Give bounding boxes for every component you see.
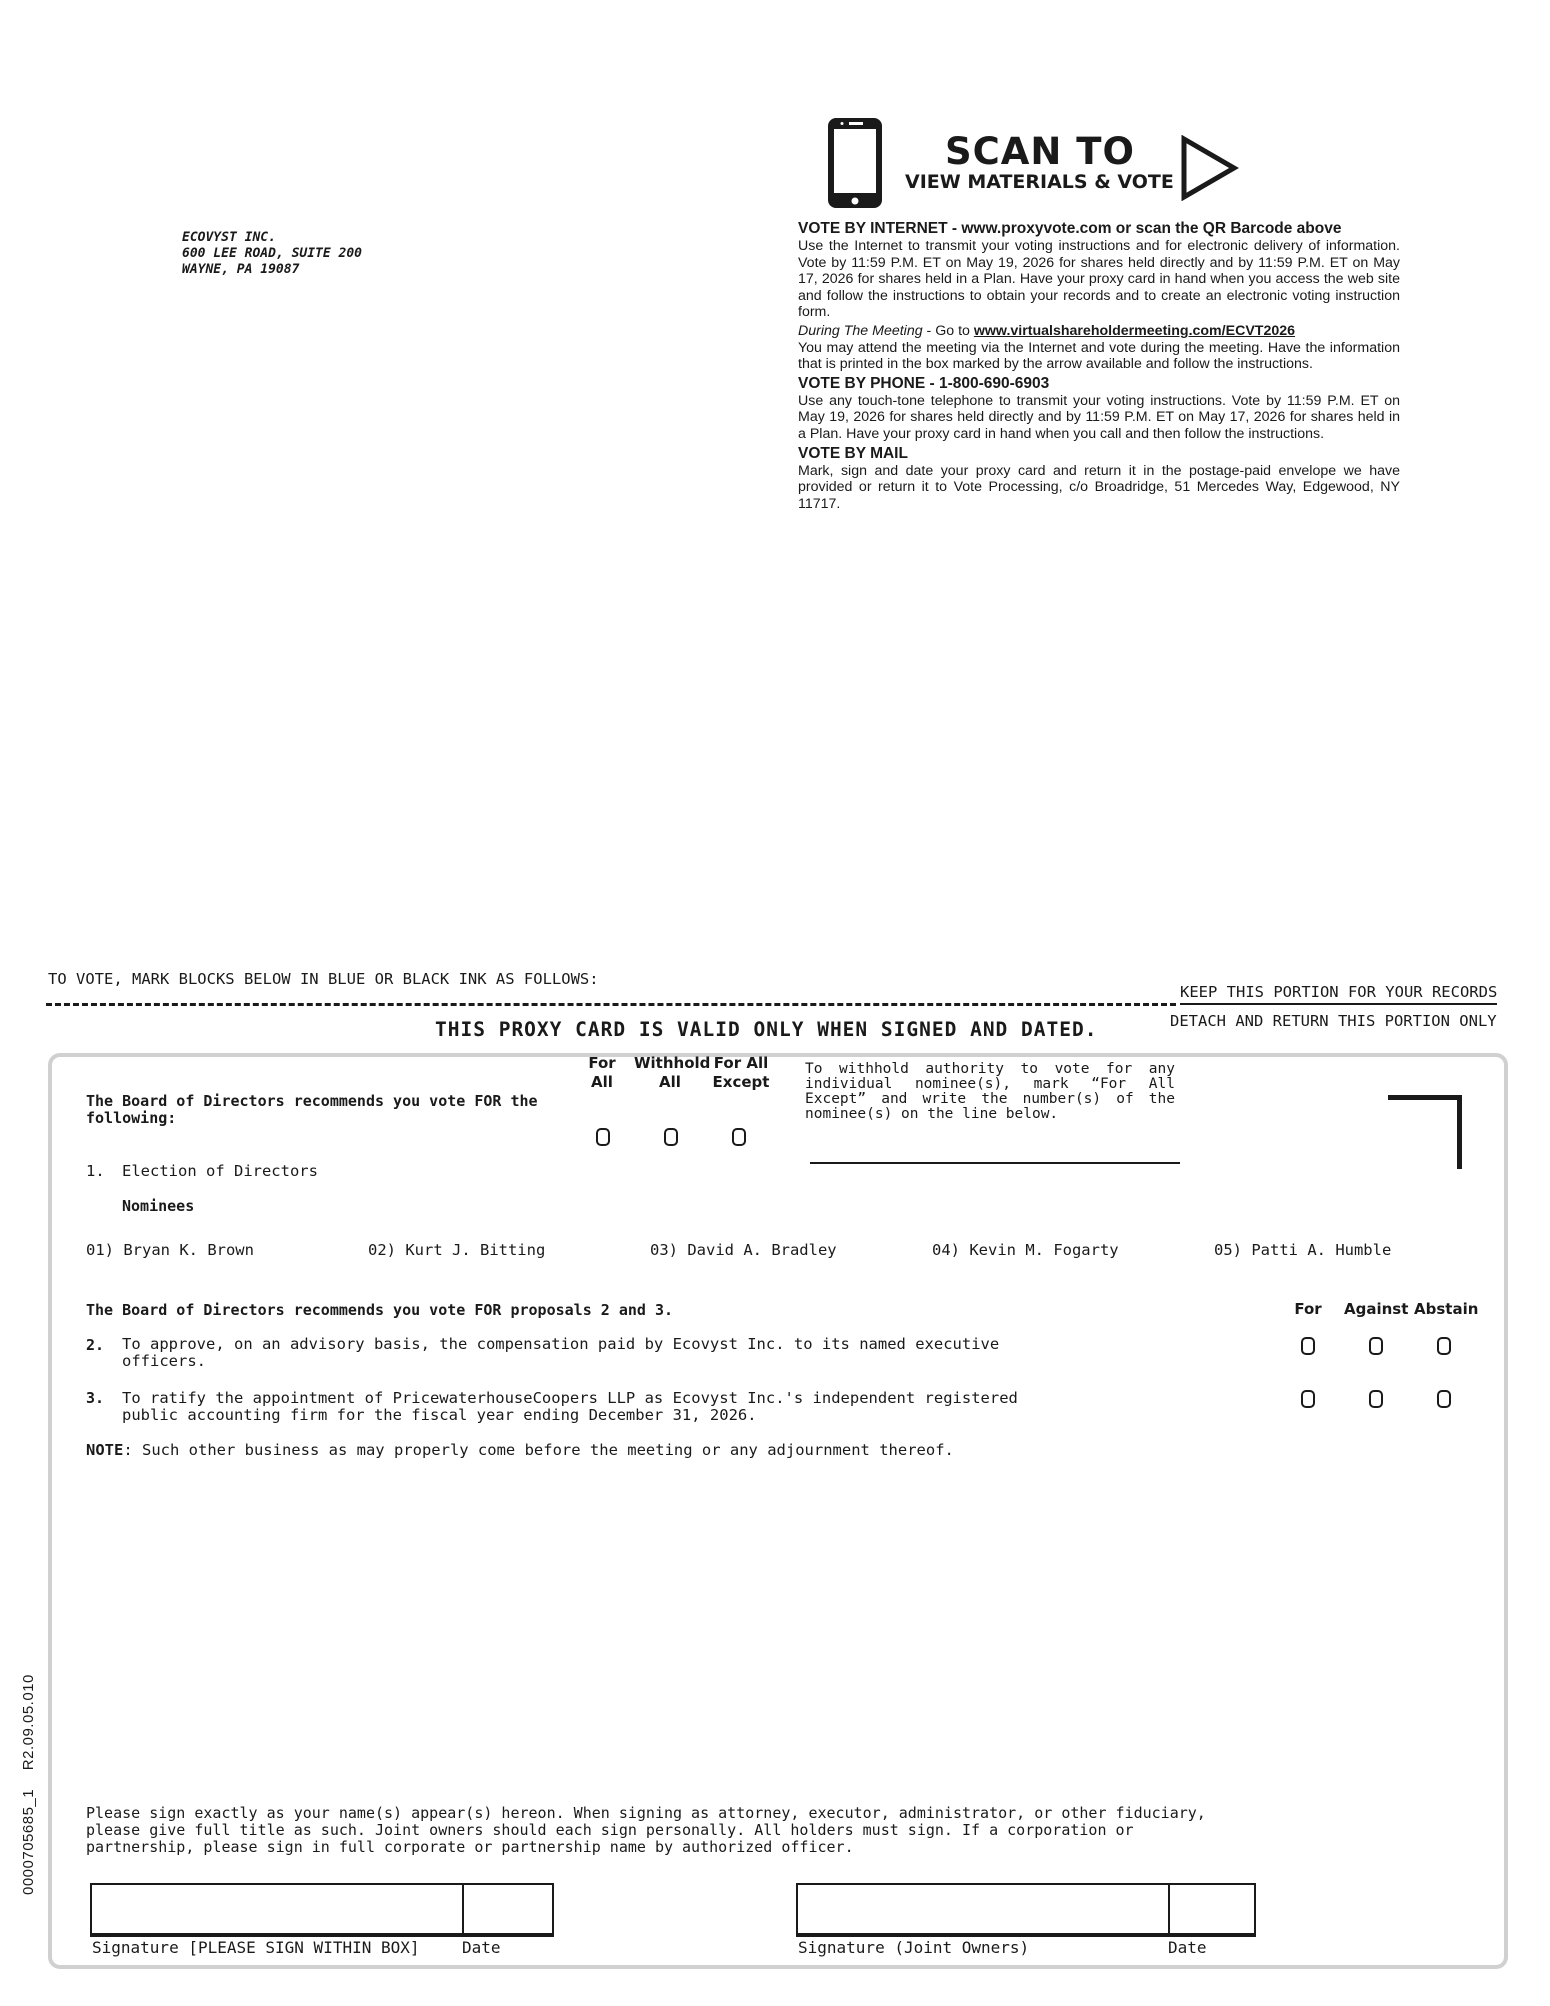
for-all-except-checkbox[interactable]: [732, 1128, 746, 1146]
meeting-body: You may attend the meeting via the Internet and vote during the meeting. Have the information that is printed in the box marked by the arrow available and follow the instructions.: [798, 339, 1400, 373]
form-reference-code: 0000705685_1 R2.09.05.010: [20, 1674, 37, 1895]
phone-vote-heading: VOTE BY PHONE - 1-800-690-6903: [798, 374, 1050, 392]
proposal-2-for-checkbox[interactable]: [1301, 1337, 1315, 1355]
proposal-2-abstain-checkbox[interactable]: [1437, 1337, 1451, 1355]
nominee-item: 01) Bryan K. Brown: [86, 1241, 254, 1259]
virtual-meeting-link[interactable]: www.virtualshareholdermeeting.com/ECVT2026: [973, 322, 1296, 339]
mobile-phone-icon: [825, 115, 885, 211]
for-all-checkbox[interactable]: [596, 1128, 610, 1146]
item-3-text: To ratify the appointment of PricewaterhouseCoopers LLP as Ecovyst Inc.'s independent registered public accounting firm for the fiscal year ending December 31, 2026.: [122, 1389, 1018, 1424]
date-label-1: Date: [462, 1938, 501, 1957]
ink-instructions: TO VOTE, MARK BLOCKS BELOW IN BLUE OR BLACK INK AS FOLLOWS:: [48, 970, 599, 988]
col-against: Against: [1344, 1300, 1409, 1318]
phone-vote-body: Use any touch-tone telephone to transmit your voting instructions. Vote by 11:59 P.M. ET on May 19, 2026 for shares held directly and by 11:59 P.M. ET on May 17, 2026 for shares held in a Plan. Have your proxy card in hand when you call and then follow the instructions.: [798, 392, 1400, 442]
mailing-address: [182, 230, 362, 278]
nominee-item: 02) Kurt J. Bitting: [368, 1241, 546, 1259]
address-line: 600 LEE ROAD, SUITE 200: [182, 246, 363, 261]
arrow-right-icon: [1180, 135, 1240, 201]
note-text: : Such other business as may properly come before the meeting or any adjournment thereof.: [123, 1441, 954, 1459]
note-line: [86, 1442, 954, 1459]
board-recommendation-2: The Board of Directors recommends you vote FOR proposals 2 and 3.: [86, 1301, 673, 1319]
nominee-item: 05) Patti A. Humble: [1214, 1241, 1392, 1259]
meeting-label: During The Meeting: [798, 322, 923, 339]
meeting-line: [798, 323, 1400, 340]
scan-subtitle: VIEW MATERIALS & VOTE: [905, 171, 1174, 193]
signature-date-divider: [1168, 1885, 1170, 1933]
proposal-3-abstain-checkbox[interactable]: [1437, 1390, 1451, 1408]
nominee-item: 03) David A. Bradley: [650, 1241, 837, 1259]
item-2-text: To approve, on an advisory basis, the compensation paid by Ecovyst Inc. to its named executive officers.: [122, 1335, 1000, 1370]
proposal-3-for-checkbox[interactable]: [1301, 1390, 1315, 1408]
nominee-item: 04) Kevin M. Fogarty: [932, 1241, 1119, 1259]
proposal-3-against-checkbox[interactable]: [1369, 1390, 1383, 1408]
item-3-number: 3.: [86, 1389, 105, 1407]
item-1-text: Election of Directors: [122, 1162, 318, 1180]
nominees-label: Nominees: [122, 1197, 195, 1215]
voting-instructions: [798, 220, 1400, 514]
detach-dashed-line: [46, 1003, 1176, 1006]
col-for: For: [1294, 1300, 1322, 1318]
col-for-all: For All: [588, 1054, 616, 1091]
signature-box-2[interactable]: [796, 1883, 1256, 1937]
internet-vote-heading: VOTE BY INTERNET - www.proxyvote.com or scan the QR Barcode above: [798, 220, 1342, 237]
col-withhold-all: Withhold All: [634, 1054, 711, 1091]
date-label-2: Date: [1168, 1938, 1207, 1957]
address-line: WAYNE, PA 19087: [182, 262, 300, 277]
internet-vote-body: Use the Internet to transmit your voting instructions and for electronic delivery of information. Vote by 11:59 P.M. ET on May 19, 2026 for shares held directly and by 11:59 P.M. ET on May 17, 2026 for shares held in a Plan. Have your proxy card in hand when you access the web site and follow the instructions to obtain your records and to create an electronic voting instruction form.: [798, 238, 1400, 321]
proxy-valid-notice: THIS PROXY CARD IS VALID ONLY WHEN SIGNED AND DATED.: [435, 1018, 1098, 1041]
col-for-all-except: For All Except: [712, 1054, 770, 1091]
address-line: ECOVYST INC.: [182, 230, 276, 245]
item-2-number: 2.: [86, 1336, 105, 1354]
withhold-authority-note: To withhold authority to vote for any individual nominee(s), mark “For All Except” and write the number(s) of the nominee(s) on the line below.: [805, 1061, 1175, 1122]
keep-portion-label: KEEP THIS PORTION FOR YOUR RECORDS: [1180, 983, 1497, 1005]
mail-vote-body: Mark, sign and date your proxy card and return it in the postage-paid envelope we have provided or return it to Vote Processing, c/o Broadridge, 51 Mercedes Way, Edgewood, NY 11717.: [798, 462, 1400, 512]
signature-label-1: Signature [PLEASE SIGN WITHIN BOX]: [92, 1938, 420, 1957]
mail-vote-heading: VOTE BY MAIL: [798, 444, 908, 462]
signature-instructions: Please sign exactly as your name(s) appear(s) hereon. When signing as attorney, executor, administrator, or other fiduciary, please give full title as such. Joint owners should each sign personally. All holders must sign. If a corporation or partnership, please sign in full corporate or partnership name by authorized officer.: [86, 1804, 1206, 1856]
signature-label-2: Signature (Joint Owners): [798, 1938, 1030, 1957]
nominee-number-line[interactable]: [810, 1162, 1180, 1164]
item-1-number: 1.: [86, 1162, 105, 1180]
signature-date-divider: [462, 1885, 464, 1933]
signature-box-1[interactable]: [90, 1883, 554, 1937]
board-recommendation-1: The Board of Directors recommends you vote FOR the following:: [86, 1092, 538, 1127]
note-label: NOTE: [86, 1441, 124, 1459]
proposal-2-against-checkbox[interactable]: [1369, 1337, 1383, 1355]
meeting-go: - Go to: [922, 322, 974, 339]
arrow-box-corner-mark: [1388, 1095, 1462, 1169]
scan-title: SCAN TO: [945, 130, 1135, 173]
col-abstain: Abstain: [1414, 1300, 1479, 1318]
withhold-all-checkbox[interactable]: [664, 1128, 678, 1146]
detach-portion-label: DETACH AND RETURN THIS PORTION ONLY: [1170, 1012, 1497, 1030]
